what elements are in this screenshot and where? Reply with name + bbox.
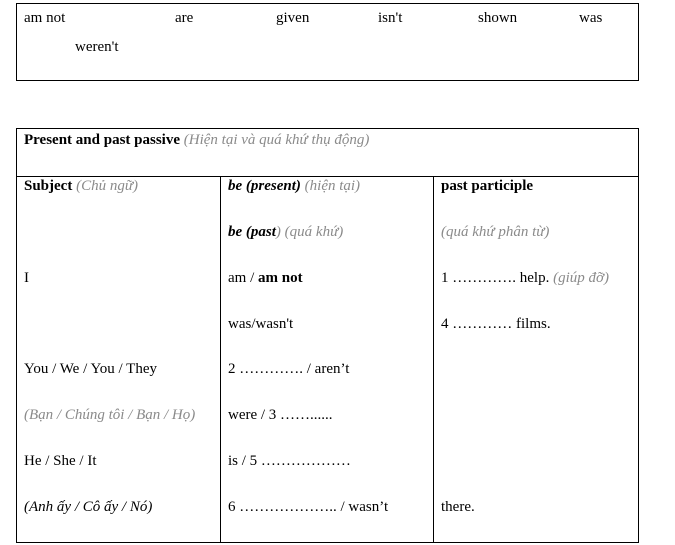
table-title: Present and past passive — [24, 132, 180, 148]
be-blank-5: is / 5 ……………… — [228, 453, 351, 469]
be-blank-6: 6 ……………….. / wasn’t — [228, 499, 389, 515]
participle-there: there. — [441, 499, 475, 515]
word-werent: weren't — [75, 39, 119, 55]
participle-header-note: (quá khứ phân từ) — [441, 224, 550, 240]
be-am: am / am not — [228, 270, 303, 286]
subject-header: Subject (Chủ ngữ) — [24, 178, 139, 194]
subject-you-we: You / We / You / They — [24, 361, 158, 377]
be-present-header: be (present) (hiện tại) — [228, 178, 361, 194]
be-blank-3: were / 3 ……...... — [228, 407, 333, 423]
column-divider-1 — [220, 176, 221, 542]
be-blank-2: 2 …………. / aren’t — [228, 361, 350, 377]
participle-header: past participle — [441, 178, 534, 194]
subject-he-she-note: (Anh ấy / Cô ấy / Nó) — [24, 499, 153, 515]
word-are: are — [175, 10, 194, 26]
column-divider-2 — [433, 176, 434, 542]
title-divider — [17, 176, 638, 177]
word-am-not: am not — [24, 10, 66, 26]
word-was: was — [579, 10, 603, 26]
word-box — [16, 3, 639, 81]
subject-i: I — [24, 270, 29, 286]
word-isnt: isn't — [378, 10, 403, 26]
be-past-header: be (past) (quá khứ) — [228, 224, 344, 240]
word-shown: shown — [478, 10, 518, 26]
word-given: given — [276, 10, 310, 26]
table-title-row — [24, 132, 369, 149]
subject-he-she: He / She / It — [24, 453, 97, 469]
participle-blank-1: 1 …………. help. (giúp đỡ) — [441, 270, 609, 286]
table-title-note: (Hiện tại và quá khứ thụ động) — [183, 132, 370, 148]
participle-blank-4: 4 ………… films. — [441, 316, 551, 332]
be-was-wasnt: was/wasn't — [228, 316, 294, 332]
grammar-table — [16, 128, 639, 543]
subject-you-we-note: (Bạn / Chúng tôi / Bạn / Họ) — [24, 407, 196, 423]
